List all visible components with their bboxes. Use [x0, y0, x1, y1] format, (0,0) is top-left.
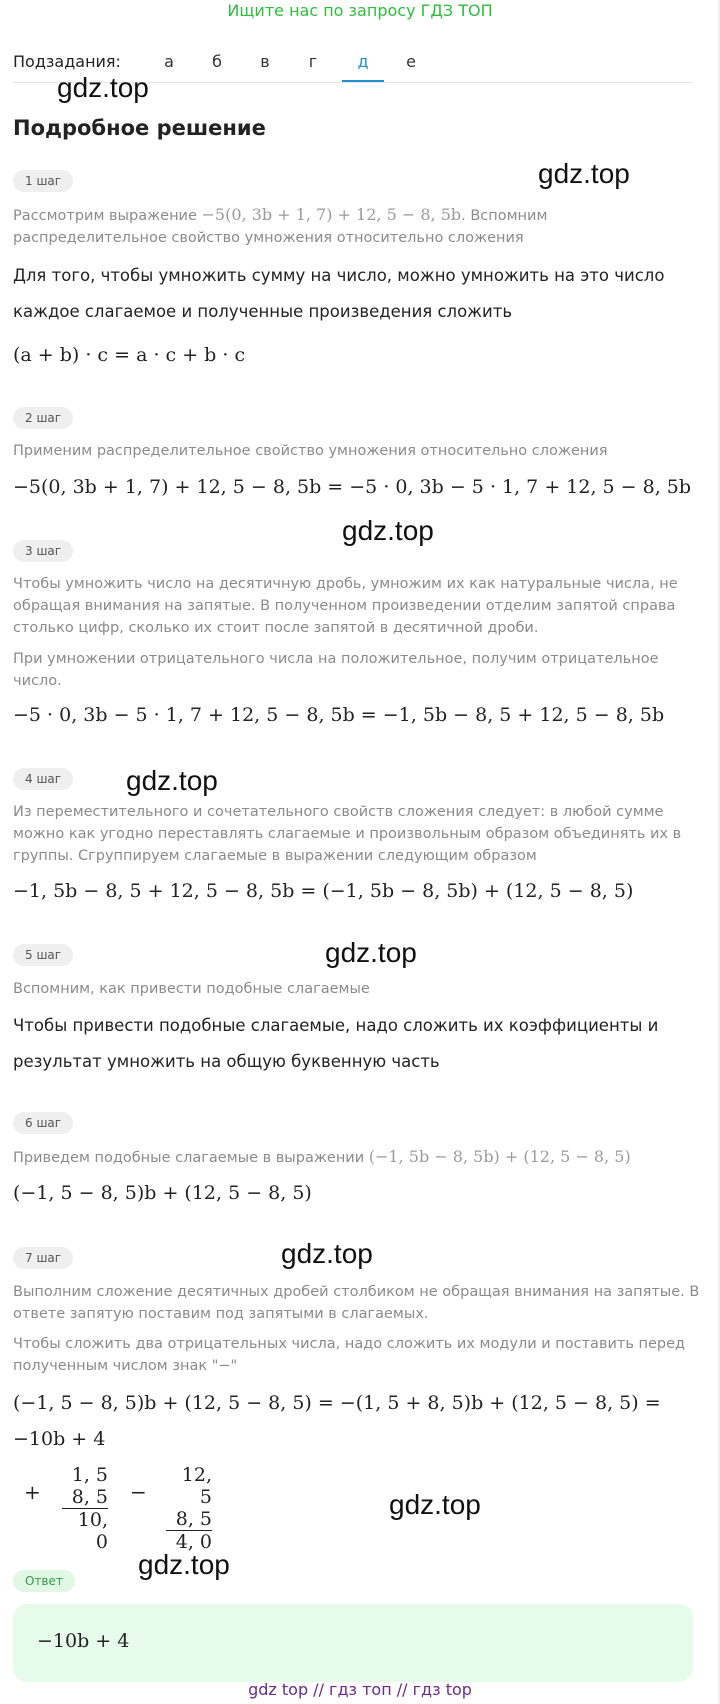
- step-3-badge: 3 шаг: [13, 540, 73, 562]
- watermark: gdz.top: [389, 1489, 481, 1520]
- column-sub-sign: −: [130, 1480, 147, 1504]
- tab-g[interactable]: г: [308, 52, 318, 71]
- step-1-badge: 1 шаг: [13, 170, 73, 192]
- step-1-text: Рассмотрим выражение −5(0, 3b + 1, 7) + 12, 5 − 8, 5b. Вспомним распределительное свойство умножения относительно сложения: [13, 205, 548, 246]
- step-7-formula-line-2: −10b + 4: [13, 1428, 106, 1450]
- step-7-badge: 7 шаг: [13, 1247, 73, 1269]
- tab-d[interactable]: д: [342, 52, 384, 82]
- step-1-rule-line-1: Для того, чтобы умножить сумму на число, можно умножить на это число: [13, 266, 665, 285]
- step-4-text: Из переместительного и сочетательного свойств сложения следует: в любой сумме можно как угодно переставлять слагаемые и произвольным образом объединять их в группы. Сгруппируем слагаемые в выражении следующим образом: [13, 804, 682, 864]
- step-4-formula: −1, 5b − 8, 5 + 12, 5 − 8, 5b = (−1, 5b − 8, 5b) + (12, 5 − 8, 5): [13, 880, 634, 902]
- footer-links[interactable]: gdz top // гдз топ // гдз top: [248, 1680, 472, 1699]
- step-6-badge: 6 шаг: [13, 1112, 73, 1134]
- step-3-text-2: При умножении отрицательного числа на положительное, получим отрицательное число.: [13, 651, 659, 689]
- step-6-expr: (−1, 5b − 8, 5b) + (12, 5 − 8, 5): [368, 1147, 631, 1166]
- step-3-formula: −5 · 0, 3b − 5 · 1, 7 + 12, 5 − 8, 5b = −1, 5b − 8, 5 + 12, 5 − 8, 5b: [13, 704, 665, 726]
- step-1-formula: (a + b) · c = a · c + b · c: [13, 344, 246, 366]
- watermark: gdz.top: [538, 158, 630, 189]
- answer-badge: Ответ: [13, 1570, 75, 1592]
- column-sub-b: 8, 5: [175, 1508, 212, 1530]
- section-title: Подробное решение: [13, 116, 266, 140]
- step-7-text-1: Выполним сложение десятичных дробей столбиком не обращая внимания на запятые. В ответе запятую поставим под запятыми в слагаемых.: [13, 1284, 700, 1322]
- column-subtraction: [166, 1464, 212, 1553]
- step-2-text: Применим распределительное свойство умножения относительно сложения: [13, 443, 608, 459]
- step-5-badge: 5 шаг: [13, 944, 73, 966]
- column-sub-result: 4, 0: [166, 1530, 212, 1553]
- column-addition: [62, 1464, 108, 1553]
- tab-b[interactable]: б: [212, 52, 222, 71]
- search-banner: Ищите нас по запросу ГДЗ ТОП: [227, 1, 493, 20]
- step-1-rule-line-2: каждое слагаемое и полученные произведения сложить: [13, 302, 513, 321]
- column-add-sign: +: [24, 1480, 41, 1504]
- step-2-badge: 2 шаг: [13, 407, 73, 429]
- column-add-a: 1, 5: [71, 1464, 108, 1486]
- tab-v[interactable]: в: [260, 52, 270, 71]
- step-7-text-2: Чтобы сложить два отрицательных числа, надо сложить их модули и поставить перед полученным числом знак "−": [13, 1336, 686, 1374]
- answer-value: −10b + 4: [37, 1630, 130, 1652]
- step-5-rule-line-2: результат умножить на общую буквенную часть: [13, 1052, 440, 1071]
- step-5-rule-line-1: Чтобы привести подобные слагаемые, надо сложить их коэффициенты и: [13, 1016, 659, 1035]
- watermark: gdz.top: [281, 1238, 373, 1269]
- watermark: gdz.top: [325, 937, 417, 968]
- watermark: gdz.top: [342, 515, 434, 546]
- column-sub-a: 12, 5: [181, 1464, 212, 1508]
- step-6-text: Приведем подобные слагаемые в выражении (−1, 5b − 8, 5b) + (12, 5 − 8, 5): [13, 1147, 631, 1166]
- tab-a[interactable]: а: [164, 52, 174, 71]
- step-4-badge: 4 шаг: [13, 768, 73, 790]
- subtasks-label: Подзадания:: [13, 52, 121, 71]
- step-5-text: Вспомним, как привести подобные слагаемые: [13, 981, 370, 997]
- answer-box: [13, 1604, 693, 1682]
- step-1-expr: −5(0, 3b + 1, 7) + 12, 5 − 8, 5b: [201, 205, 462, 224]
- step-6-formula: (−1, 5 − 8, 5)b + (12, 5 − 8, 5): [13, 1182, 312, 1204]
- watermark: gdz.top: [138, 1549, 230, 1580]
- watermark: gdz.top: [126, 765, 218, 796]
- column-add-b: 8, 5: [71, 1486, 108, 1508]
- tab-e[interactable]: е: [406, 52, 416, 71]
- column-add-result: 10, 0: [62, 1508, 108, 1553]
- watermark: gdz.top: [57, 72, 149, 103]
- step-2-formula: −5(0, 3b + 1, 7) + 12, 5 − 8, 5b = −5 · 0, 3b − 5 · 1, 7 + 12, 5 − 8, 5b: [13, 476, 692, 498]
- step-7-formula-line-1: (−1, 5 − 8, 5)b + (12, 5 − 8, 5) = −(1, 5 + 8, 5)b + (12, 5 − 8, 5) =: [13, 1392, 661, 1414]
- step-3-text-1: Чтобы умножить число на десятичную дробь, умножим их как натуральные числа, не обращая внимания на запятые. В полученном произведении отделим запятой справа столько цифр, сколько их стоит после запятой в десятичной дроби.: [13, 576, 678, 636]
